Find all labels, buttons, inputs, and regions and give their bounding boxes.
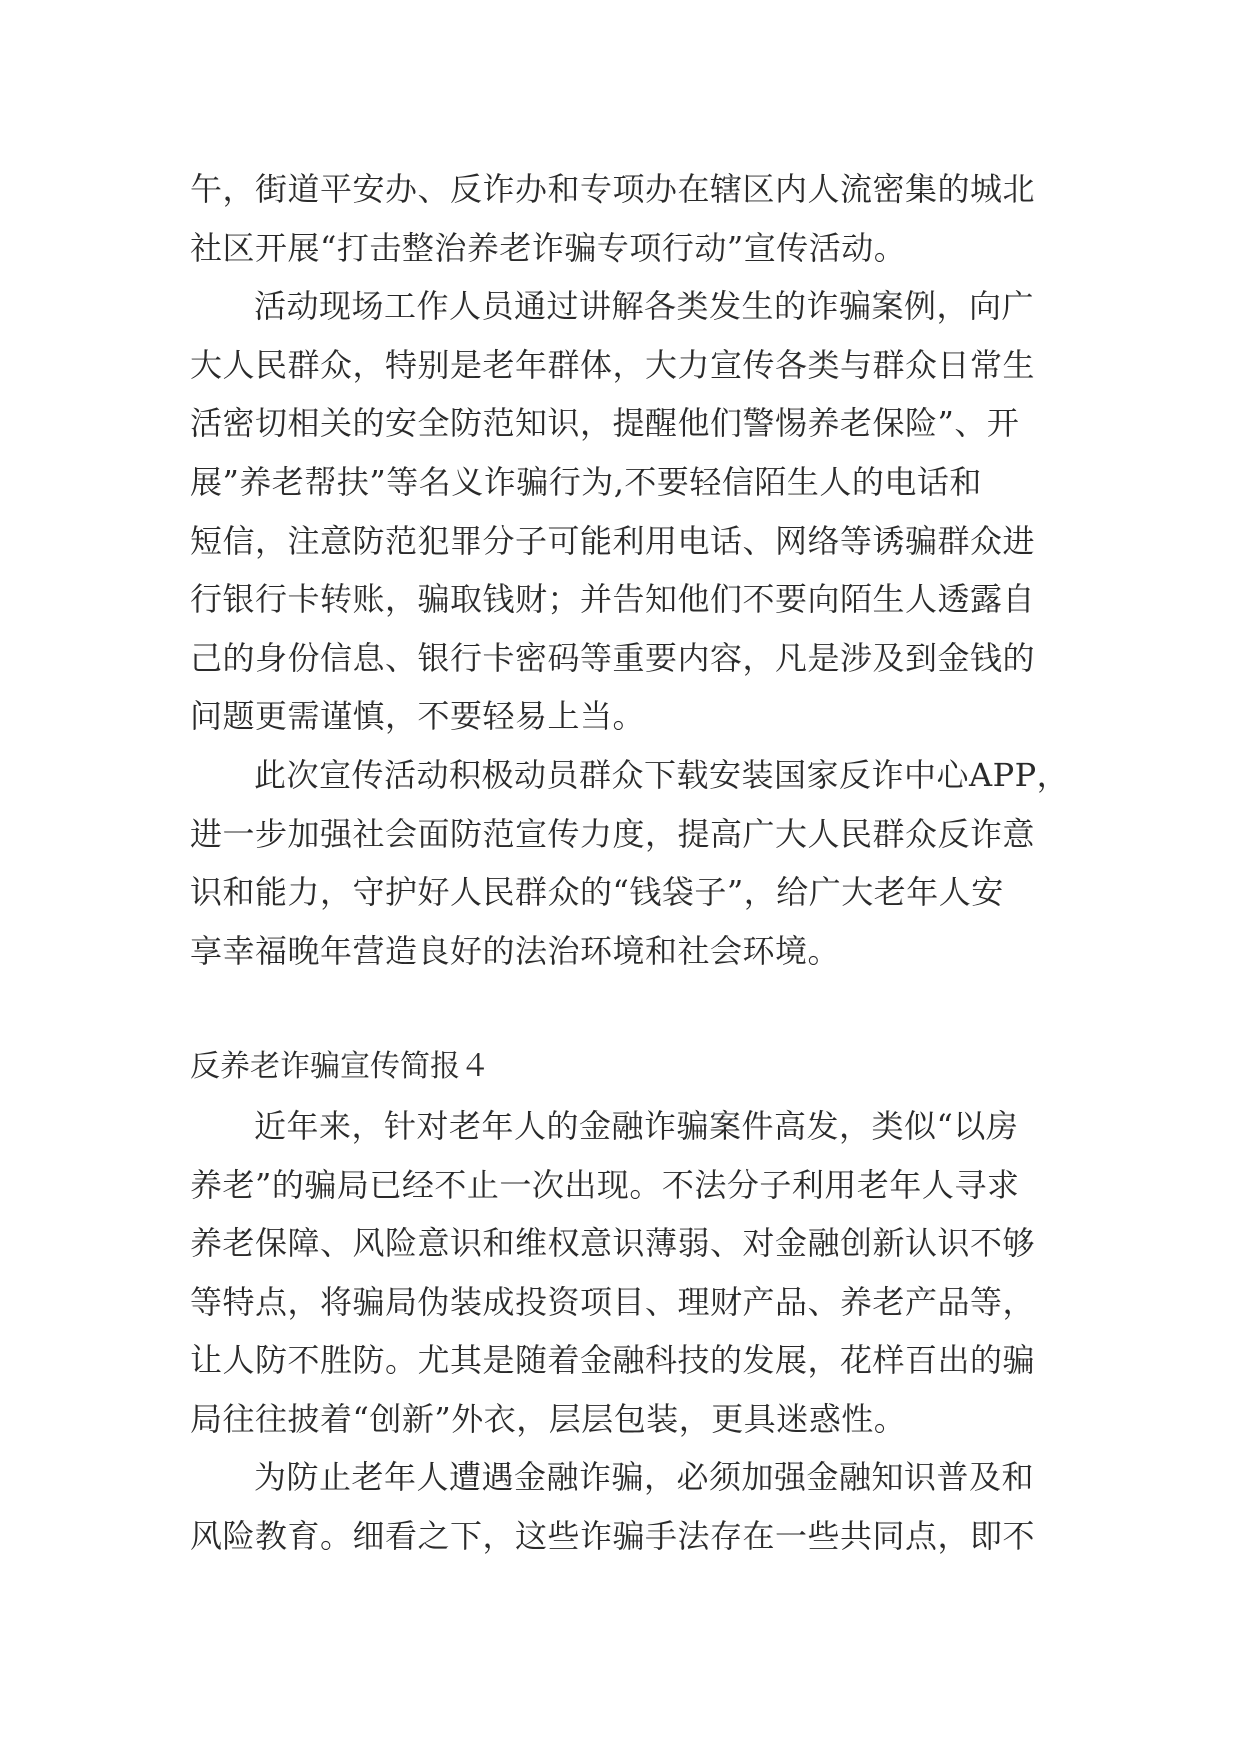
text-line: 此次宣传活动积极动员群众下载安装国家反诈中心APP， [254,755,1070,794]
text-line: 风险教育。细看之下，这些诈骗手法存在一些共同点，即不 [190,1517,1036,1556]
section-title: 反养老诈骗宣传简报４ [190,1049,490,1085]
section-spacer [190,980,1050,1038]
text-line: 识和能力，守护好人民群众的“钱袋子”，给广大老年人安 [190,873,1004,912]
text-line: 行银行卡转账，骗取钱财；并告知他们不要向陌生人透露自 [190,580,1036,619]
paragraph [190,277,1050,746]
paragraph [190,160,1050,277]
text-line: 局往往披着“创新”外衣，层层包装，更具迷惑性。 [190,1399,907,1438]
text-line: 短信，注意防范犯罪分子可能利用电话、网络等诱骗群众进 [190,521,1036,560]
text-line: 活密切相关的安全防范知识，提醒他们警惕养老保险”、开 [190,404,1020,443]
text-line: 活动现场工作人员通过讲解各类发生的诈骗案例，向广 [254,287,1035,326]
document-body [190,160,1070,1566]
text-line: 等特点，将骗局伪装成投资项目、理财产品、养老产品等， [190,1282,1036,1321]
text-line: 享幸福晚年营造良好的法治环境和社会环境。 [190,931,841,970]
paragraph [190,746,1070,980]
text-line: 为防止老年人遭遇金融诈骗，必须加强金融知识普及和 [254,1458,1035,1497]
text-line: 问题更需谨慎，不要轻易上当。 [190,697,646,736]
text-line: 近年来，针对老年人的金融诈骗案件高发，类似“以房 [254,1106,1019,1145]
text-line: 大人民群众，特别是老年群体，大力宣传各类与群众日常生 [190,345,1036,384]
text-line: 展”养老帮扶”等名义诈骗行为,不要轻信陌生人的电话和 [190,462,982,501]
paragraph [190,1097,1050,1449]
text-line: 养老保障、风险意识和维权意识薄弱、对金融创新认识不够 [190,1224,1036,1263]
text-line: 己的身份信息、银行卡密码等重要内容，凡是涉及到金钱的 [190,638,1036,677]
text-line: 养老”的骗局已经不止一次出现。不法分子利用老年人寻求 [190,1165,1020,1204]
text-line: 午，街道平安办、反诈办和专项办在辖区内人流密集的城北 [190,170,1036,208]
text-line: 社区开展“打击整治养老诈骗专项行动”宣传活动。 [190,228,907,267]
text-line: 进一步加强社会面防范宣传力度，提高广大人民群众反诈意 [190,814,1036,853]
paragraph [190,1448,1050,1565]
text-line: 让人防不胜防。尤其是随着金融科技的发展，花样百出的骗 [190,1341,1036,1380]
